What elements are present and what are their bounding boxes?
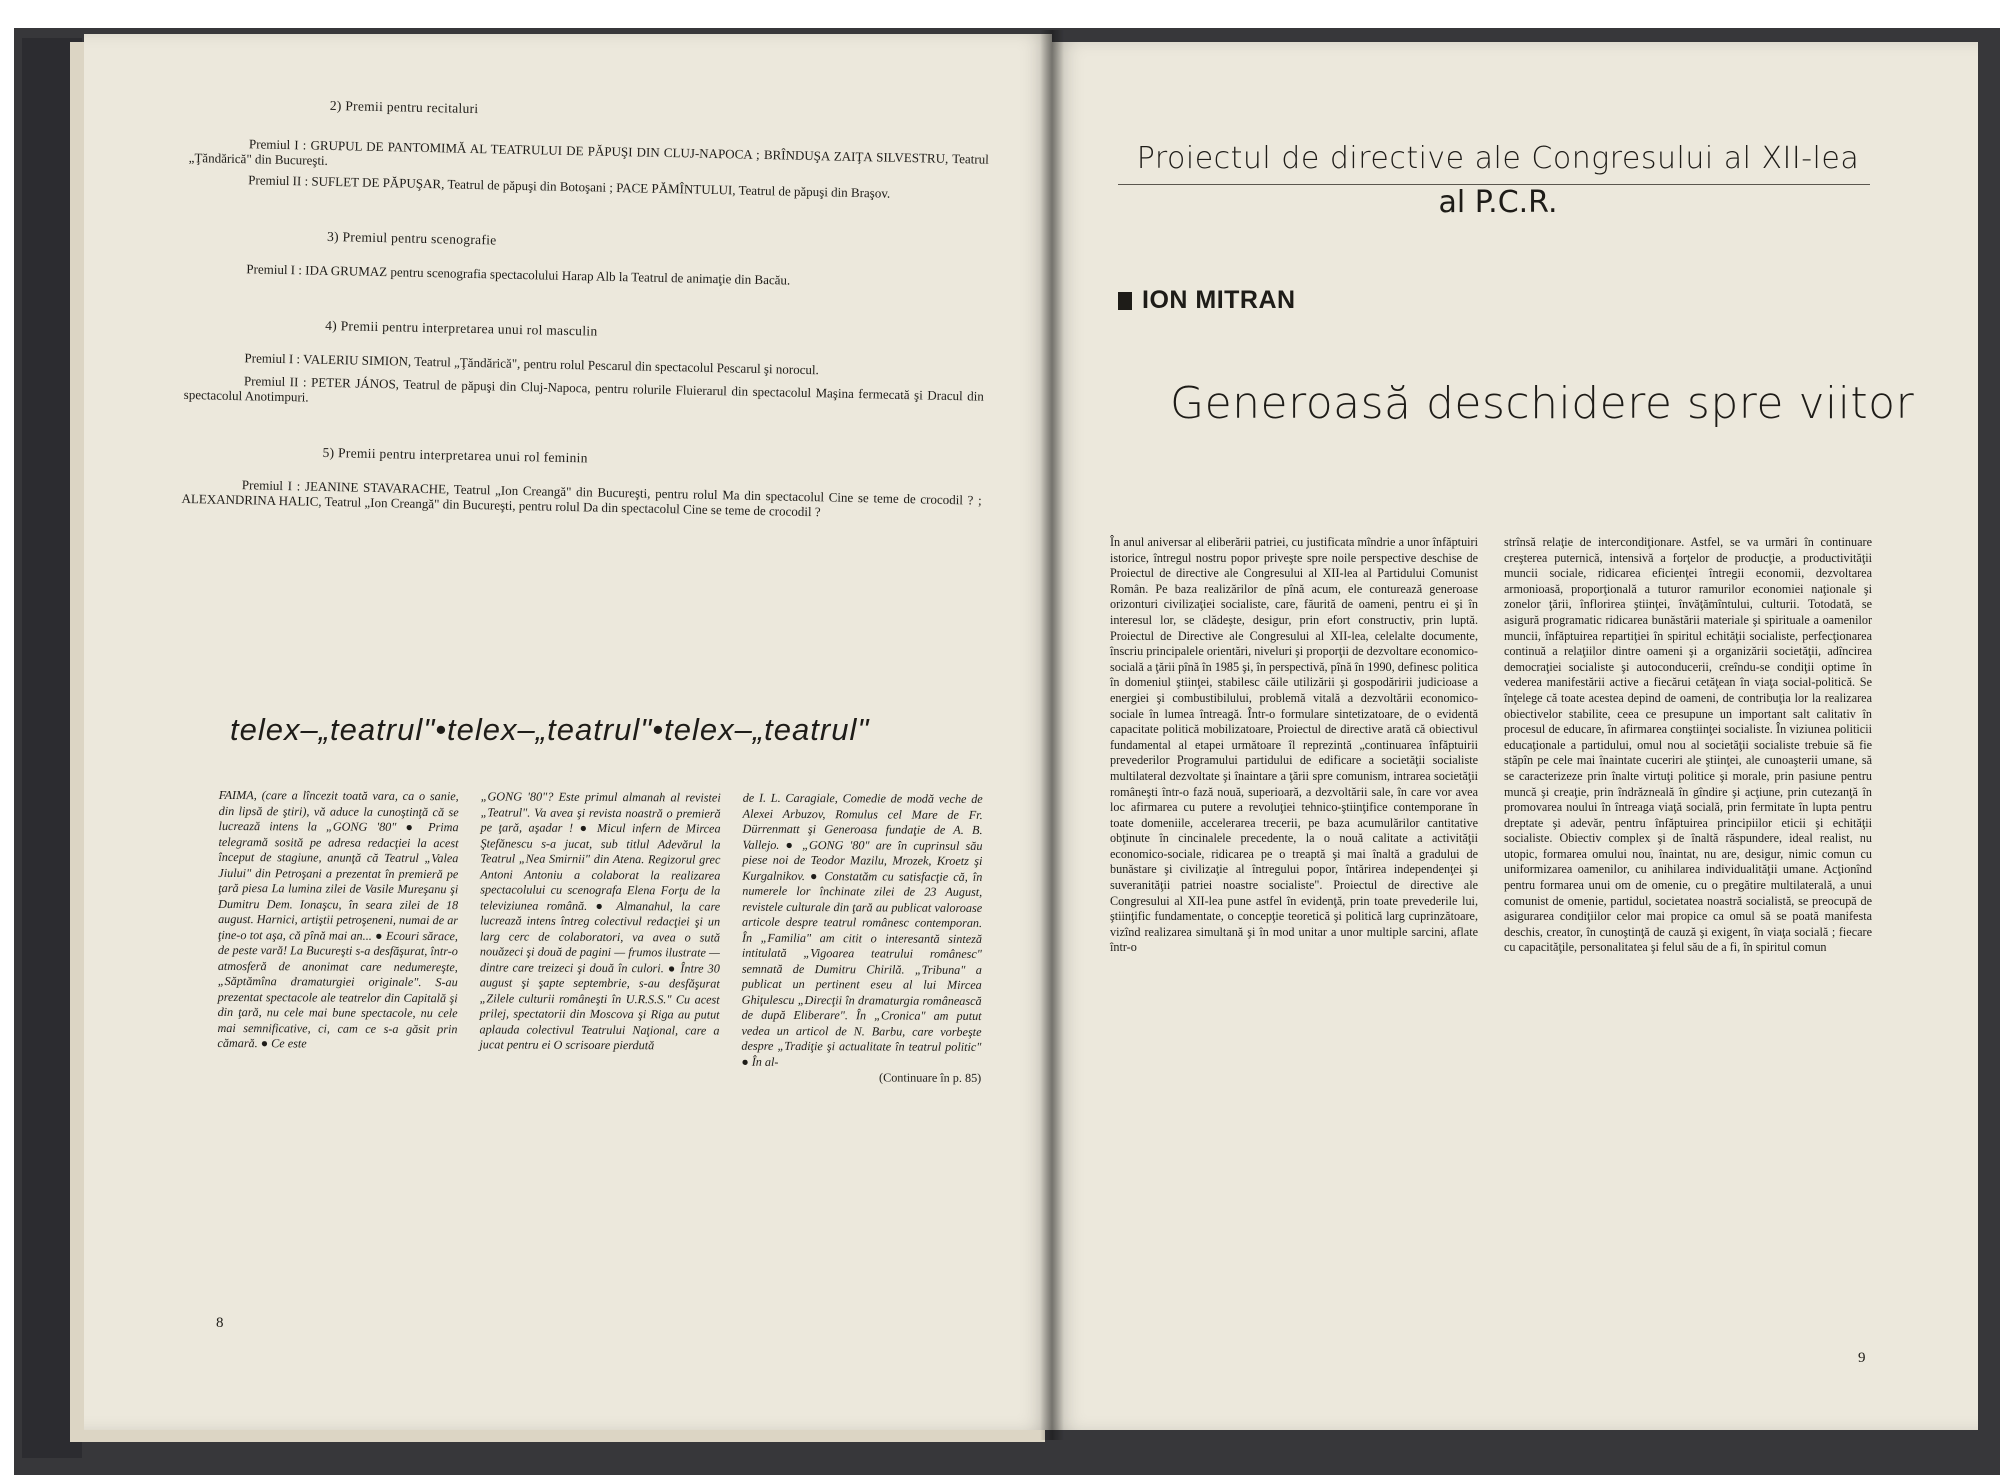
page-number-left: 8: [216, 1315, 224, 1331]
section-title: 2) Premii pentru recitaluri: [329, 97, 479, 117]
author-byline: [1118, 286, 1296, 315]
section-title-line2: al P.C.R.: [1438, 185, 1558, 220]
square-bullet-icon: [1118, 292, 1132, 310]
prize-entry: Premiul I : JEANINE STAVARACHE, Teatrul „Ion Creangă" din Bucureşti, pentru rolul Ma din spectacolul Cine se teme de crocodil ? ; ALEXANDRINA HALIC, Teatrul „Ion Creangă" din Bucureşti, pentru rolul Da din spectacolul Cine se teme de crocodil ?: [181, 477, 982, 520]
telex-columns: [217, 788, 999, 1087]
section-title: 4) Premii pentru interpretarea unui rol masculin: [325, 317, 598, 339]
section-female-role: [181, 442, 982, 523]
page-number-right: 9: [1858, 1350, 1866, 1366]
prize-entry: Premiul II : SUFLET DE PĂPUŞAR, Teatrul de păpuşi din Botoşani ; PACE PĂMÎNTULUI, Teatrul de păpuşi din Braşov.: [248, 172, 891, 201]
article-column-2: strînsă relaţie de intercondiţionare. Astfel, se va urmări în continuare creşterea puternică, intensivă a forţelor de producţie, a productivităţii muncii sociale, ridicarea eficienţei întregii economii, dezvoltarea armonioasă, proporţională a tuturor ramurilor economiei naţionale şi zonelor ţării, înflorirea ştiinţei, învăţămîntului, culturii. Totodată, se asigură programatic ridicarea bunăstării materiale şi spirituale a oamenilor muncii, înfăptuirea repartiţiei în spiritul echităţii socialiste, perfecţionarea continuă a relaţiilor dintre oameni şi a organizării societăţii, adîncirea democraţiei socialiste şi autoconducerii, creîndu-se condiţii optime în vederea manifestării active a fiecărui cetăţean în viaţa social-politică. Se înţelege că toate acestea depind de oameni, de contribuţia lor la realizarea obiectivelor stabilite, ceea ce presupune un important salt calitativ în procesul de educare, în afirmarea conştiinţei socialiste. În viziunea politicii educaţionale a partidului, omul nou al societăţii socialiste trebuie să fie stăpîn pe cele mai înaintate cuceriri ale ştiinţei, ale cunoaşterii umane, să se caracterizeze prin înalte virtuţi politice şi morale, prin pasiune pentru muncă şi creaţie, prin îndrăzneală în gîndire şi acţiune, prin cutezanţă în promovarea noului în întreaga viaţă socială, prin fermitate în lupta pentru dreptate şi adevăr, pentru înfăptuirea principiilor eticii şi echităţii socialiste. Obiectiv complex şi de înaltă răspundere, ideal realist, nu utopic, formarea omului nou, înaintat, nu are, desigur, nimic comun cu uniformizarea oamenilor, cu anihilarea individualităţii umane. Acţionînd pentru formarea unui om de omenie, cu o pregătire multilaterală, a unui comunist de omenie, partidul, societatea noastră socialistă, se preocupă de asigurarea condiţiilor celor mai propice ca omul să se poată manifesta deschis, creator, în cunoştinţă de cauză şi exigent, în viaţa socială ; fiecare cu capacităţile, personalitatea şi felul său de a fi, în spiritul comun: [1504, 535, 1872, 955]
article-headline: Generoasă deschidere spre viitor: [1170, 378, 1915, 429]
section-title: 5) Premii pentru interpretarea unui rol feminin: [322, 444, 588, 466]
telex-column-2: „GONG '80"? Este primul almanah al revistei „Teatrul". Va avea şi revista noastră o premieră pe ţară, aşadar ! ● Micul infern de Mircea Ştefănescu s-a jucat, sub titlul Adevărul la Teatrul „Nea Smirnii" din Atena. Regizorul grec Antoni Antoniu a colaborat la realizarea spectacolului cu scenografa Elena Forţu de la televiziunea română. ● Almanahul, la care lucrează intens întreg colectivul redacţiei şi un larg cerc de colaboratori, va avea o sută nouăzeci şi două de pagini — frumos ilustrate — dintre care treizeci şi două în culori. ● Între 30 august şi şapte septembrie, s-au desfăşurat „Zilele culturii româneşti în U.R.S.S." Cu acest prilej, spectatorii din Moscova şi Riga au putut aplauda colectivul Teatrului Naţional, care a jucat pentru ei O scrisoare pierdută: [479, 789, 721, 1053]
section-recitals: [188, 95, 990, 203]
telex-column-3: [741, 791, 983, 1087]
section-title-line1: Proiectul de directive ale Congresului al XII-lea: [1136, 141, 1860, 176]
prize-entry: Premiul II : PETER JÁNOS, Teatrul de păpuşi din Cluj-Napoca, pentru rolurile Fluierarul din spectacolul Maşina fermecată şi Dracul din spectacolul Anotimpuri.: [183, 373, 985, 405]
prize-list: [181, 95, 990, 549]
continuation-note: (Continuare în p. 85): [878, 1070, 982, 1085]
section-scenography: [186, 226, 987, 292]
book-gutter: [1040, 30, 1064, 1440]
section-male-role: [184, 315, 986, 419]
author-name: ION MITRAN: [1142, 286, 1296, 314]
prize-entry: Premiul I : GRUPUL DE PANTOMIMĂ AL TEATRULUI DE PĂPUŞI DIN CLUJ-NAPOCA ; BRÎNDUŞA ZAIŢA SILVESTRU, Teatrul „Ţăndărică" din Bucureşti.: [188, 136, 989, 168]
prize-entry: Premiul I : IDA GRUMAZ pentru scenografia spectacolului Harap Alb la Teatrul de animaţie din Bacău.: [246, 261, 791, 288]
article-columns: [1110, 535, 1872, 956]
section-title: 3) Premiul pentru scenografie: [326, 228, 497, 248]
telex-column-3-text: de I. L. Caragiale, Comedie de modă veche de Alexei Arbuzov, Romulus cel Mare de Fr. Dürrenmatt şi Generoasa fundaţie de A. B. Vallejo. ● „GONG '80" are în cuprinsul său piese noi de Teodor Mazilu, Mrozek, Kroetz şi Kurgalnikov. ● Constatăm cu satisfacţie că, în numerele lor închinate zilei de 23 August, revistele culturale din ţară au publicat valoroase articole despre teatrul românesc contemporan. În „Familia" am citit o interesantă sinteză intitulată „Vigoarea teatrului românesc" semnată de Dumitru Chirilă. „Tribuna" a publicat un pertinent eseu al lui Mircea Ghiţulescu „Direcţii în dramaturgia românească de după Eliberare". În „Cronica" am putut vedea un articol de N. Barbu, care vorbeşte despre „Tradiţie şi actualitate în teatrul politic" ● În al-: [741, 790, 983, 1069]
prize-entry: Premiul I : VALERIU SIMION, Teatrul „Ţăndărică", pentru rolul Pescarul din spectacolul Pescarul şi norocul.: [244, 350, 820, 378]
telex-banner: telex–„teatrul"•telex–„teatrul"•telex–„teatrul": [230, 712, 870, 747]
article-column-1: În anul aniversar al eliberării patriei, cu justificata mîndrie a unor înfăptuiri istorice, întregul nostru popor priveşte spre noile perspective deschise de Proiectul de directive ale Congresului al XII-lea al Partidului Comunist Român. Pe baza realizărilor de pînă acum, ele conturează generoase orizonturi civilizaţiei socialiste, care, făurită de oameni, pentru ei şi în interesul lor, se clădeşte, desigur, prin efort constructiv, prin luptă. Proiectul de Directive ale Congresului al XII-lea, celelalte documente, înscriu principalele orientări, niveluri şi proporţii de dezvoltare economico-socială a ţării pînă în 1985 şi, în perspectivă, pînă în 1990, definesc politica în domeniul ştiinţei, stabilesc căile utilizării şi gospodăririi judicioase a energiei şi combustibilului, problemă vitală a dezvoltării economico-sociale în lumea întreagă. Într-o formulare sintetizatoare, de o evidentă capacitate politică mobilizatoare, Proiectul de directive arată că obiectivul fundamental al etapei următoare îl reprezintă „continuarea înfăptuirii prevederilor Programului partidului de edificare a societăţii socialiste multilateral dezvoltate şi înaintare a ţării spre comunism, intrarea societăţii româneşti într-o fază nouă, superioară, a dezvoltării sale, în care vor avea loc afirmarea cu putere a revoluţiei tehnico-ştiinţifice contemporane în toate domeniile, accelerarea trecerii, pe baza acumulărilor cantitative obţinute în cincinalele precedente, la o nouă calitate a activităţii economico-sociale, ridicarea pe o treaptă şi mai înaltă a gradului de bunăstare şi civilizaţie al întregului popor, întărirea independenţei şi suveranităţii patriei noastre socialiste". Proiectul de directive ale Congresului al XII-lea pune astfel în evidenţă, prin toate prevederile lui, ştiinţific fundamentate, o concepţie teoretică şi politică larg cuprinzătoare, vizînd realizarea simultană şi în mod unitar a unor multiple sarcini, aflate într-o: [1110, 535, 1478, 955]
telex-column-1: FAIMA, (care a lîncezit toată vara, ca o sanie, din lipsă de ştiri), vă aduce la cunoştinţă că se lucrează intens la „GONG '80" ● Prima telegramă sosită pe adresa redacţiei la acest început de stagiune, anunţă că Teatrul „Valea Jiului" din Petroşani a prezentat în premieră pe ţară piesa La lumina zilei de Vasile Mureşanu şi Dumitru Dem. Ionaşcu, în seara zilei de 18 august. Harnici, artiştii petroşeneni, numai de ar ţine-o tot aşa, că pînă mai an... ● Ecouri sărace, de peste vară! La Bucureşti s-a desfăşurat, într-o atmosferă de anonimat care nedumereşte, „Săptămîna dramaturgiei originale". S-au prezentat spectacole ale teatrelor din Capitală şi din ţară, nu cele mai bune spectacole, nu cele mai semnificative, ci, cam ce s-a găsit prin cămară. ● Ce este: [217, 787, 459, 1051]
